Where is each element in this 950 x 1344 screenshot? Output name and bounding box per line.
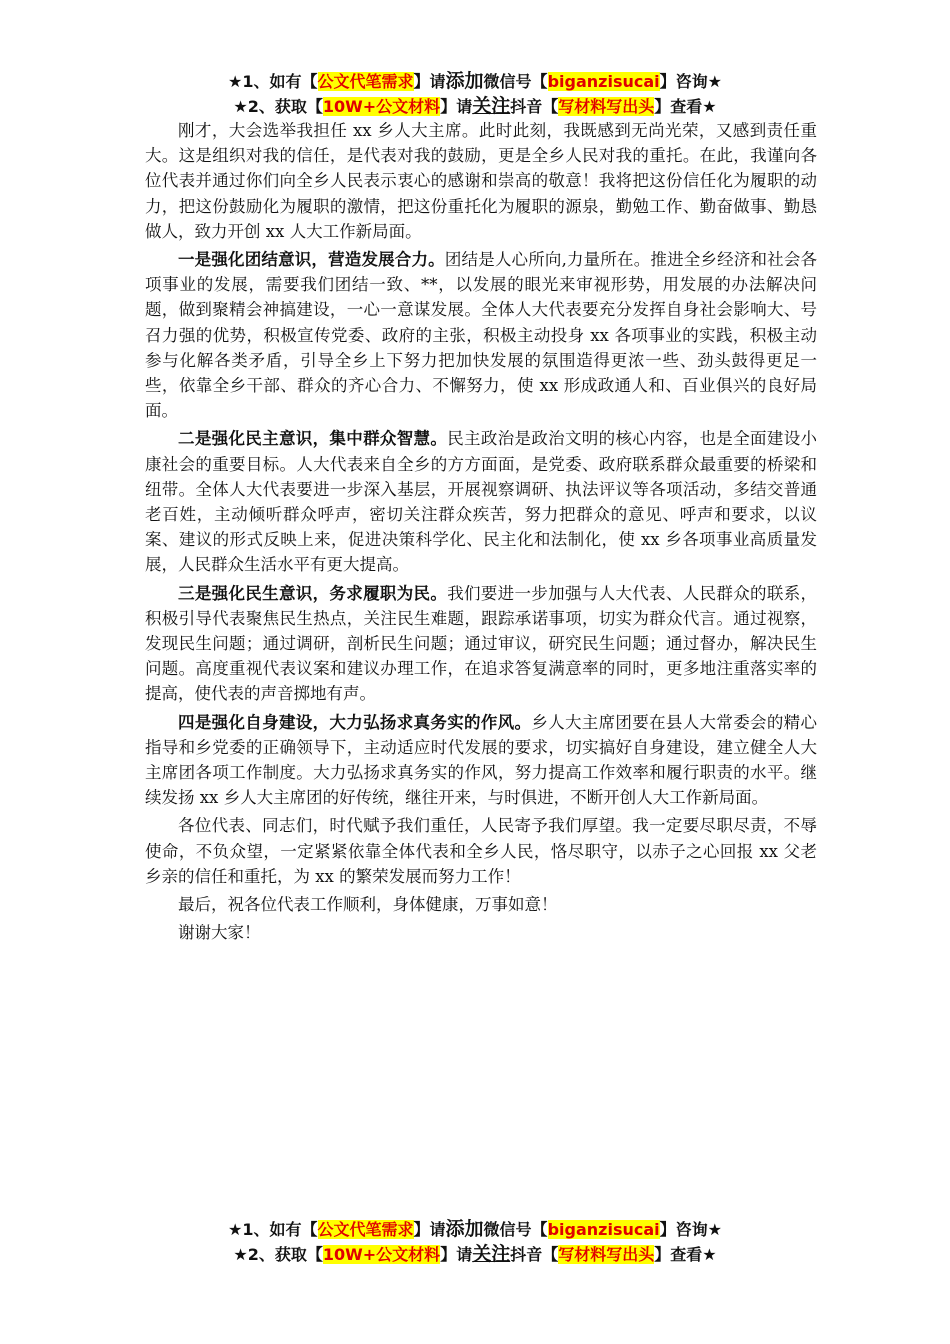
promo-text: 】请 bbox=[413, 72, 446, 91]
paragraph-thanks: 谢谢大家！ bbox=[178, 923, 261, 943]
point-2-text: 民主政治是政治文明的核心内容，也是全面建设小康社会的重要目标。人大代表来自全乡的方方面面，是党委、政府联系群众最重要的桥梁和纽带。全体人大代表要进一步深入基层，开展视察调研、执法评议等各项活动，多结交普通老百姓，主动倾听群众呼声，密切关注群众疾苦，努力把群众的意见、呼声和要求，以议案、建议的形式反映上来，促进决策科学化、民主化和法制化，使 xx 乡各项事业高质量发展，人民群众生活水平有更大提高。 bbox=[145, 429, 818, 575]
highlight-ghostwriting: 公文代笔需求 bbox=[317, 72, 414, 91]
emphasis-add: 添加 bbox=[445, 1218, 484, 1240]
highlight-ghostwriting: 公文代笔需求 bbox=[317, 1220, 414, 1239]
promo-text: 2、获取【 bbox=[247, 97, 323, 116]
paragraph-point-1 bbox=[145, 247, 817, 423]
point-4-heading: 四是强化自身建设，大力弘扬求真务实的作风。 bbox=[178, 712, 532, 732]
paragraph-point-2 bbox=[145, 426, 817, 577]
point-2-heading: 二是强化民主意识，集中群众智慧。 bbox=[178, 429, 448, 449]
highlight-douyin-account: 写材料写出头 bbox=[558, 97, 655, 116]
paragraph-point-4 bbox=[145, 710, 817, 811]
promo-text: 1、如有【 bbox=[242, 72, 318, 91]
point-3-heading: 三是强化民生意识，务求履职为民。 bbox=[178, 583, 448, 603]
highlight-wechat-id: biganzisucai bbox=[547, 1220, 660, 1239]
promo-text: 】查看★ bbox=[654, 97, 717, 116]
promo-text: 1、如有【 bbox=[242, 1220, 318, 1239]
point-1-heading: 一是强化团结意识，营造发展合力。 bbox=[178, 250, 445, 270]
promo-text: 】请 bbox=[440, 1245, 473, 1264]
paragraph-closing: 各位代表、同志们，时代赋予我们重任，人民寄予我们厚望。我一定要尽职尽责，不辱使命，不负众望，一定紧紧依靠全体代表和全乡人民，恪尽职守，以赤子之心回报 xx 父老乡亲的信任和重托，为 xx 的繁荣发展而努力工作！ bbox=[145, 816, 817, 886]
promo-text: 】咨询★ bbox=[659, 1220, 722, 1239]
emphasis-follow: 关注 bbox=[472, 1243, 511, 1265]
promo-text: 】请 bbox=[413, 1220, 446, 1239]
highlight-materials: 10W+公文材料 bbox=[322, 97, 441, 116]
paragraph-point-3 bbox=[145, 581, 817, 707]
promo-line-1 bbox=[0, 69, 950, 94]
document-body bbox=[145, 118, 817, 949]
promo-text: 】咨询★ bbox=[659, 72, 722, 91]
star-icon: ★ bbox=[228, 72, 243, 91]
point-4-text: 乡人大主席团要在县人大常委会的精心指导和乡党委的正确领导下，主动适应时代发展的要求，切实搞好自身建设，建立健全人大主席团各项工作制度。大力弘扬求真务实的作风，努力提高工作效率和履行职责的水平。继续发扬 xx 乡人大主席团的好传统，继往开来，与时俱进，不断开创人大工作新局面。 bbox=[145, 712, 818, 808]
promo-text: 抖音【 bbox=[510, 1245, 559, 1264]
emphasis-add: 添加 bbox=[445, 70, 484, 92]
promo-text: 微信号【 bbox=[483, 72, 548, 91]
promo-line-1 bbox=[0, 1217, 950, 1242]
promo-text: 】查看★ bbox=[654, 1245, 717, 1264]
star-icon: ★ bbox=[233, 97, 248, 116]
star-icon: ★ bbox=[233, 1245, 248, 1264]
point-1-text: 团结是人心所向,力量所在。推进全乡经济和社会各项事业的发展，需要我们团结一致、**，以发展的眼光来审视形势，用发展的办法解决问题，做到聚精会神搞建设，一心一意谋发展。全体人大代表要充分发挥自身社会影响大、号召力强的优势，积极宣传党委、政府的主张，积极主动投身 xx 各项事业的实践，积极主动参与化解各类矛盾，引导全乡上下努力把加快发展的氛围造得更浓一些、劲头鼓得更足一些，依靠全乡干部、群众的齐心合力、不懈努力，使 xx 形成政通人和、百业俱兴的良好局面。 bbox=[145, 250, 817, 421]
highlight-materials: 10W+公文材料 bbox=[322, 1245, 441, 1264]
promo-line-2 bbox=[0, 94, 950, 119]
promo-text: 2、获取【 bbox=[247, 1245, 323, 1264]
promo-text: 】请 bbox=[440, 97, 473, 116]
emphasis-follow: 关注 bbox=[472, 95, 511, 117]
highlight-wechat-id: biganzisucai bbox=[547, 72, 660, 91]
promo-text: 抖音【 bbox=[510, 97, 559, 116]
paragraph-wishes: 最后，祝各位代表工作顺利，身体健康，万事如意！ bbox=[178, 895, 558, 915]
promo-line-2 bbox=[0, 1242, 950, 1267]
header-promo-banner bbox=[0, 69, 950, 119]
paragraph-intro: 刚才，大会选举我担任 xx 乡人大主席。此时此刻，我既感到无尚光荣，又感到责任重大。这是组织对我的信任，是代表对我的鼓励，更是全乡人民对我的重托。在此，我谨向各位代表并通过你们向全乡人民表示衷心的感谢和崇高的敬意！我将把这份信任化为履职的动力，把这份鼓励化为履职的激情，把这份重托化为履职的源泉，勤勉工作、勤奋做事、勤恳做人，致力开创 xx 人大工作新局面。 bbox=[145, 121, 817, 241]
star-icon: ★ bbox=[228, 1220, 243, 1239]
point-3-text: 我们要进一步加强与人大代表、人民群众的联系，积极引导代表聚焦民生热点，关注民生难题，跟踪承诺事项，切实为群众代言。通过视察，发现民生问题；通过调研，剖析民生问题；通过审议，研究民生问题；通过督办，解决民生问题。高度重视代表议案和建议办理工作，在追求答复满意率的同时，更多地注重落实率的提高，使代表的声音掷地有声。 bbox=[145, 583, 818, 704]
highlight-douyin-account: 写材料写出头 bbox=[558, 1245, 655, 1264]
footer-promo-banner bbox=[0, 1217, 950, 1267]
promo-text: 微信号【 bbox=[483, 1220, 548, 1239]
